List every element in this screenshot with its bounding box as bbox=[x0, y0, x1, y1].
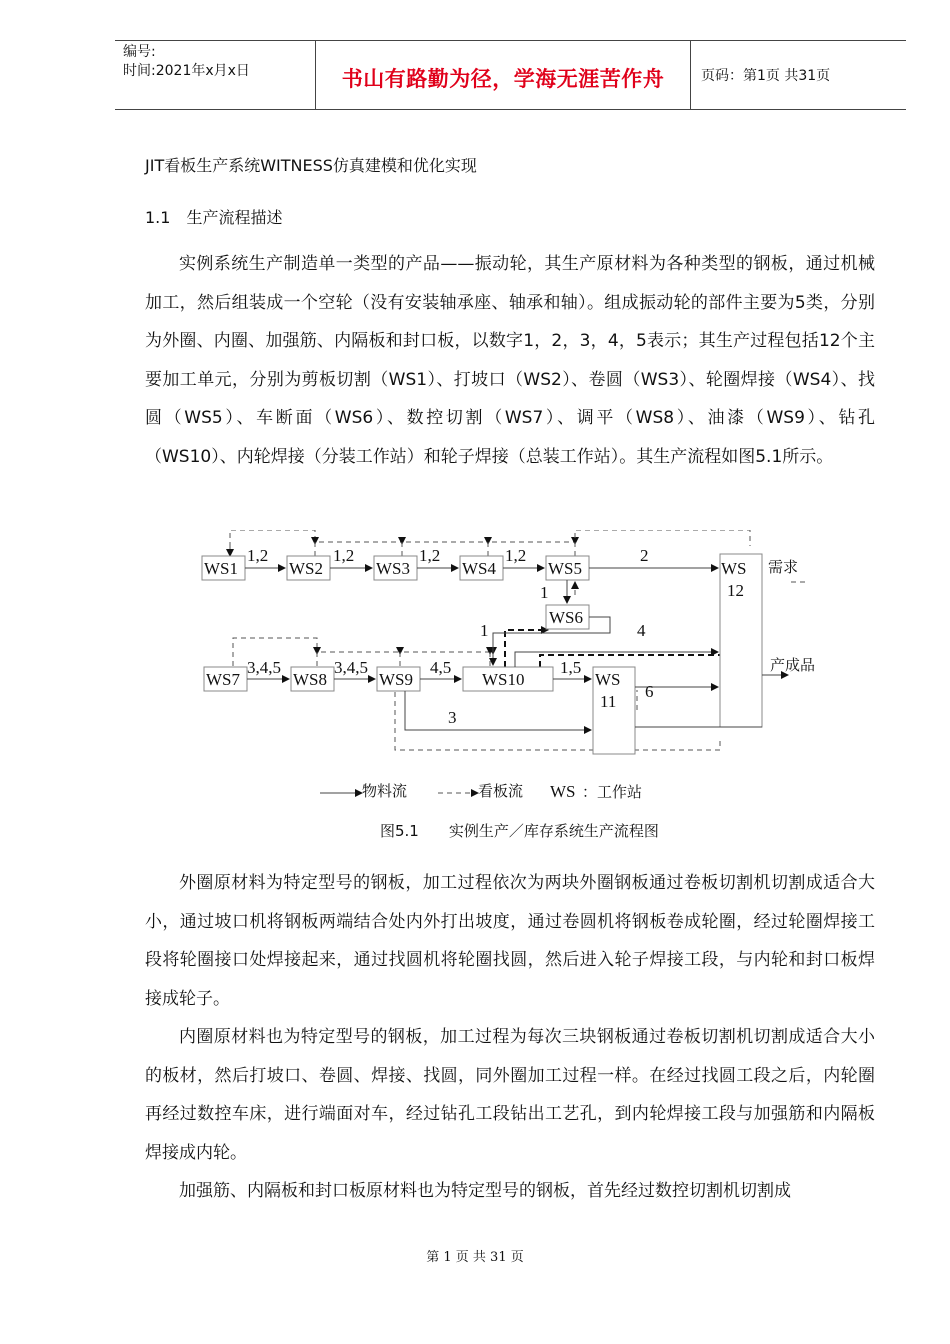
body-paragraph: 实例系统生产制造单一类型的产品——振动轮，其生产原材料为各种类型的钢板，通过机械加工，然后组装成一个空轮（没有安装轴承座、轴承和轴）。组成振动轮的部件主要为5类，分别为外圈、内圈、加强筋、内隔板和封口板，以数字1，2，3，4，5表示；其生产过程包括12个主要加工单元，分别为剪板切割（WS1）、打坡口（WS2）、卷圆（WS3）、轮圈焊接（WS4）、找圆（WS5）、车断面（WS6）、数控切割（WS7）、调平（WS8）、油漆（WS9）、钻孔（WS10）、内轮焊接（分装工作站）和轮子焊接（总装工作站）。其生产流程如图5.1所示。 bbox=[145, 254, 875, 467]
legend-ws-desc: ：工作站 bbox=[582, 785, 643, 801]
station-ws10: WS10 bbox=[482, 670, 525, 689]
header-meta bbox=[123, 41, 250, 81]
demand-label: 需求 bbox=[768, 560, 799, 576]
flow-label: 1,2 bbox=[333, 546, 355, 565]
legend-kanban-flow: 看板流 bbox=[478, 784, 524, 800]
document-title: JIT看板生产系统WITNESS仿真建模和优化实现 bbox=[145, 156, 477, 175]
flow-label: 1,2 bbox=[505, 546, 527, 565]
header-divider bbox=[690, 41, 691, 109]
product-label: 产成品 bbox=[770, 658, 816, 674]
station-ws11-line1: WS bbox=[595, 670, 621, 689]
station-ws1: WS1 bbox=[204, 559, 238, 578]
flow-label: 2 bbox=[640, 546, 649, 565]
station-ws7: WS7 bbox=[206, 670, 240, 689]
station-ws3: WS3 bbox=[376, 559, 410, 578]
flow-label: 3,4,5 bbox=[247, 658, 281, 677]
figure-caption: 图5.1 实例生产／库存系统生产流程图 bbox=[380, 822, 659, 840]
flow-label: 1,2 bbox=[419, 546, 441, 565]
flow-label: 3,4,5 bbox=[334, 658, 368, 677]
station-ws8: WS8 bbox=[293, 670, 327, 689]
header-time-label: 时间:2021年x月x日 bbox=[123, 63, 250, 79]
station-ws2: WS2 bbox=[289, 559, 323, 578]
header-page-info: 页码：第1页 共31页 bbox=[701, 68, 831, 84]
station-ws11-line2: 11 bbox=[600, 692, 617, 711]
header-number-label: 编号: bbox=[123, 44, 156, 60]
body-paragraph: 加强筋、内隔板和封口板原材料也为特定型号的钢板，首先经过数控切割机切割成 bbox=[179, 1181, 791, 1201]
legend-material-flow: 物料流 bbox=[362, 784, 408, 800]
station-ws5: WS5 bbox=[548, 559, 582, 578]
flow-label: 1,2 bbox=[247, 546, 269, 565]
flow-label: 4,5 bbox=[430, 658, 452, 677]
legend-ws-prefix: WS bbox=[550, 782, 576, 801]
header-motto: 书山有路勤为径，学海无涯苦作舟 bbox=[341, 66, 665, 91]
flow-label: 1 bbox=[540, 583, 549, 602]
material-flows bbox=[245, 568, 788, 730]
station-ws4: WS4 bbox=[462, 559, 496, 578]
flow-label: 6 bbox=[645, 682, 654, 701]
flow-label: 1,5 bbox=[560, 658, 582, 677]
flow-label: 3 bbox=[448, 708, 457, 727]
body-paragraph: 内圈原材料也为特定型号的钢板，加工过程为每次三块钢板通过卷板切割机切割成适合大小的板材，然后打坡口、卷圆、焊接、找圆，同外圈加工过程一样。在经过找圆工段之后，内轮圈再经过数控车床，进行端面对车，经过钻孔工段钻出工艺孔，到内轮焊接工段与加强筋和内隔板焊接成内轮。 bbox=[145, 1027, 875, 1163]
section-title: 1.1 生产流程描述 bbox=[145, 208, 283, 227]
body-paragraph: 外圈原材料为特定型号的钢板，加工过程依次为两块外圈钢板通过卷板切割机切割成适合大小，通过坡口机将钢板两端结合处内外打出坡度，通过卷圆机将钢板卷成轮圈，经过轮圈焊接工段将轮圈接口处焊接起来，通过找圆机将轮圈找圆，然后进入轮子焊接工段，与内轮和封口板焊接成轮子。 bbox=[145, 873, 875, 1009]
station-ws9: WS9 bbox=[379, 670, 413, 689]
production-flow-diagram bbox=[190, 530, 830, 810]
kanban-bold-loops bbox=[505, 630, 720, 667]
flow-label: 4 bbox=[637, 621, 646, 640]
page-header bbox=[115, 40, 906, 110]
diagram-legend bbox=[320, 782, 642, 801]
station-ws6: WS6 bbox=[549, 608, 583, 627]
flow-label: 1 bbox=[480, 621, 489, 640]
station-ws12-line2: 12 bbox=[727, 581, 744, 600]
station-ws12-line1: WS bbox=[721, 559, 747, 578]
page-footer: 第 1 页 共 31 页 bbox=[426, 1250, 524, 1265]
